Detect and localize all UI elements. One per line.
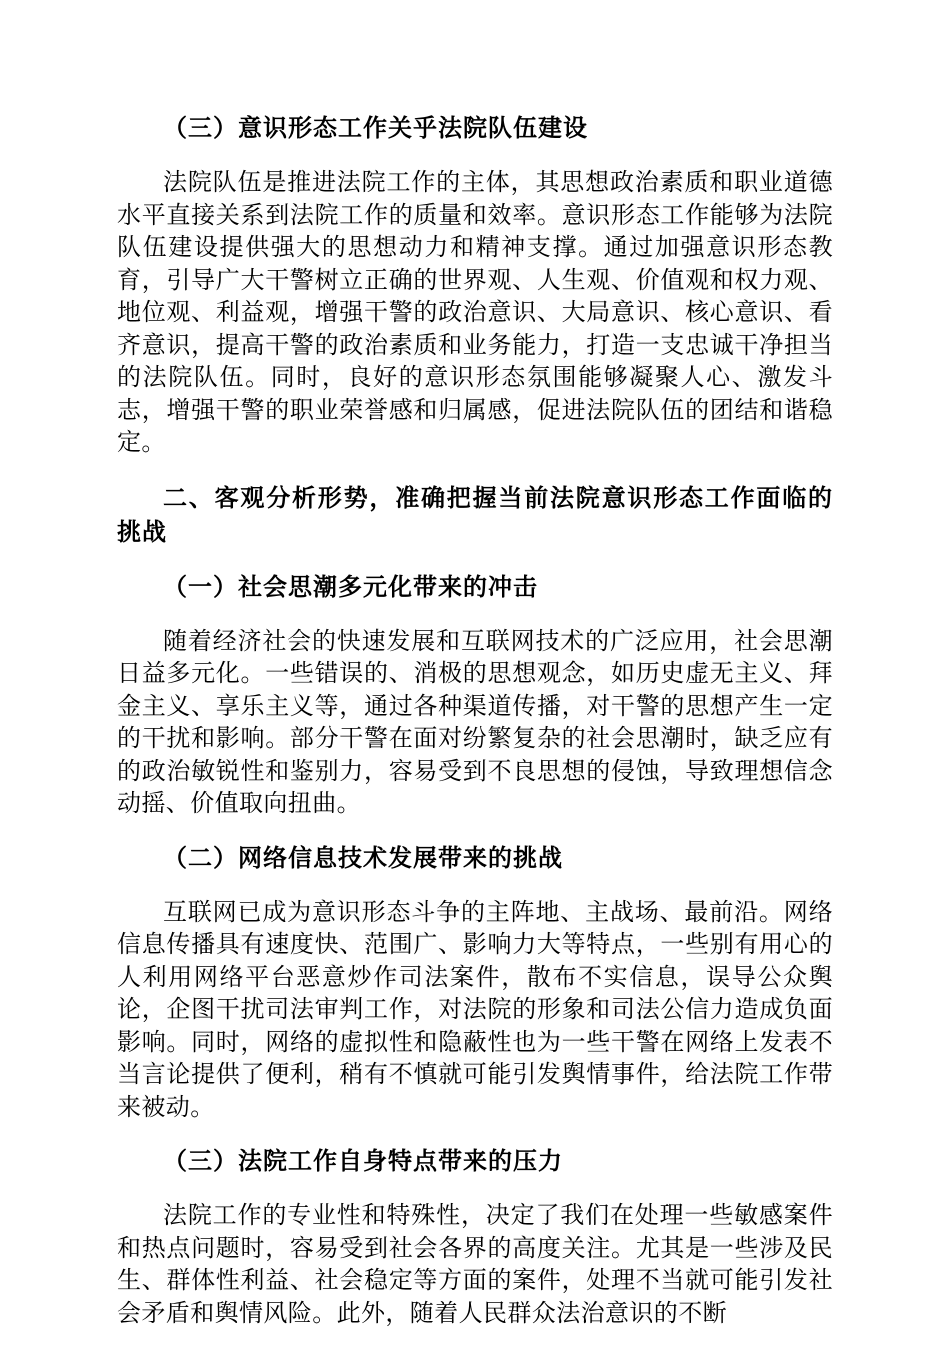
document-body <box>117 112 833 1351</box>
paragraph-court-pressure: 法院工作的专业性和特殊性，决定了我们在处理一些敏感案件和热点问题时，容易受到社会各界的高度关注。尤其是一些涉及民生、群体性利益、社会稳定等方面的案件，处理不当就可能引发社会矛盾和舆情风险。此外，随着人民群众法治意识的不断 <box>117 1201 833 1327</box>
section-heading-social-trends: （一）社会思潮多元化带来的冲击 <box>163 572 538 601</box>
section-heading-team-building: （三）意识形态工作关乎法院队伍建设 <box>163 114 588 142</box>
paragraph-social-trends: 随着经济社会的快速发展和互联网技术的广泛应用，社会思潮日益多元化。一些错误的、消极的思想观念，如历史虚无主义、拜金主义、享乐主义等，通过各种渠道传播，对干警的思想产生一定的干扰和影响。部分干警在面对纷繁复杂的社会思潮时，缺乏应有的政治敏锐性和鉴别力，容易受到不良思想的侵蚀，导致理想信念动摇、价值取向扭曲。 <box>117 626 833 817</box>
paragraph-network-challenge: 互联网已成为意识形态斗争的主阵地、主战场、最前沿。网络信息传播具有速度快、范围广、影响力大等特点，一些别有用心的人利用网络平台恶意炒作司法案件，散布不实信息，误导公众舆论，企图干扰司法审判工作，对法院的形象和司法公信力造成负面影响。同时，网络的虚拟性和隐蔽性也为一些干警在网络上发表不当言论提供了便利，稍有不慎就可能引发舆情事件，给法院工作带来被动。 <box>117 897 833 1121</box>
part-two-heading: 二、客观分析形势，准确把握当前法院意识形态工作面临的挑战 <box>117 483 833 546</box>
section-heading-court-pressure: （三）法院工作自身特点带来的压力 <box>163 1147 563 1175</box>
section-heading-network-challenge: （二）网络信息技术发展带来的挑战 <box>163 843 563 872</box>
paragraph-team-building: 法院队伍是推进法院工作的主体，其思想政治素质和职业道德水平直接关系到法院工作的质量和效率。意识形态工作能够为法院队伍建设提供强大的思想动力和精神支撑。通过加强意识形态教育，引导广大干警树立正确的世界观、人生观、价值观和权力观、地位观、利益观，增强干警的政治意识、大局意识、核心意识、看齐意识，提高干警的政治素质和业务能力，打造一支忠诚干净担当的法院队伍。同时，良好的意识形态氛围能够凝聚人心、激发斗志，增强干警的职业荣誉感和归属感，促进法院队伍的团结和谐稳定。 <box>117 168 833 456</box>
